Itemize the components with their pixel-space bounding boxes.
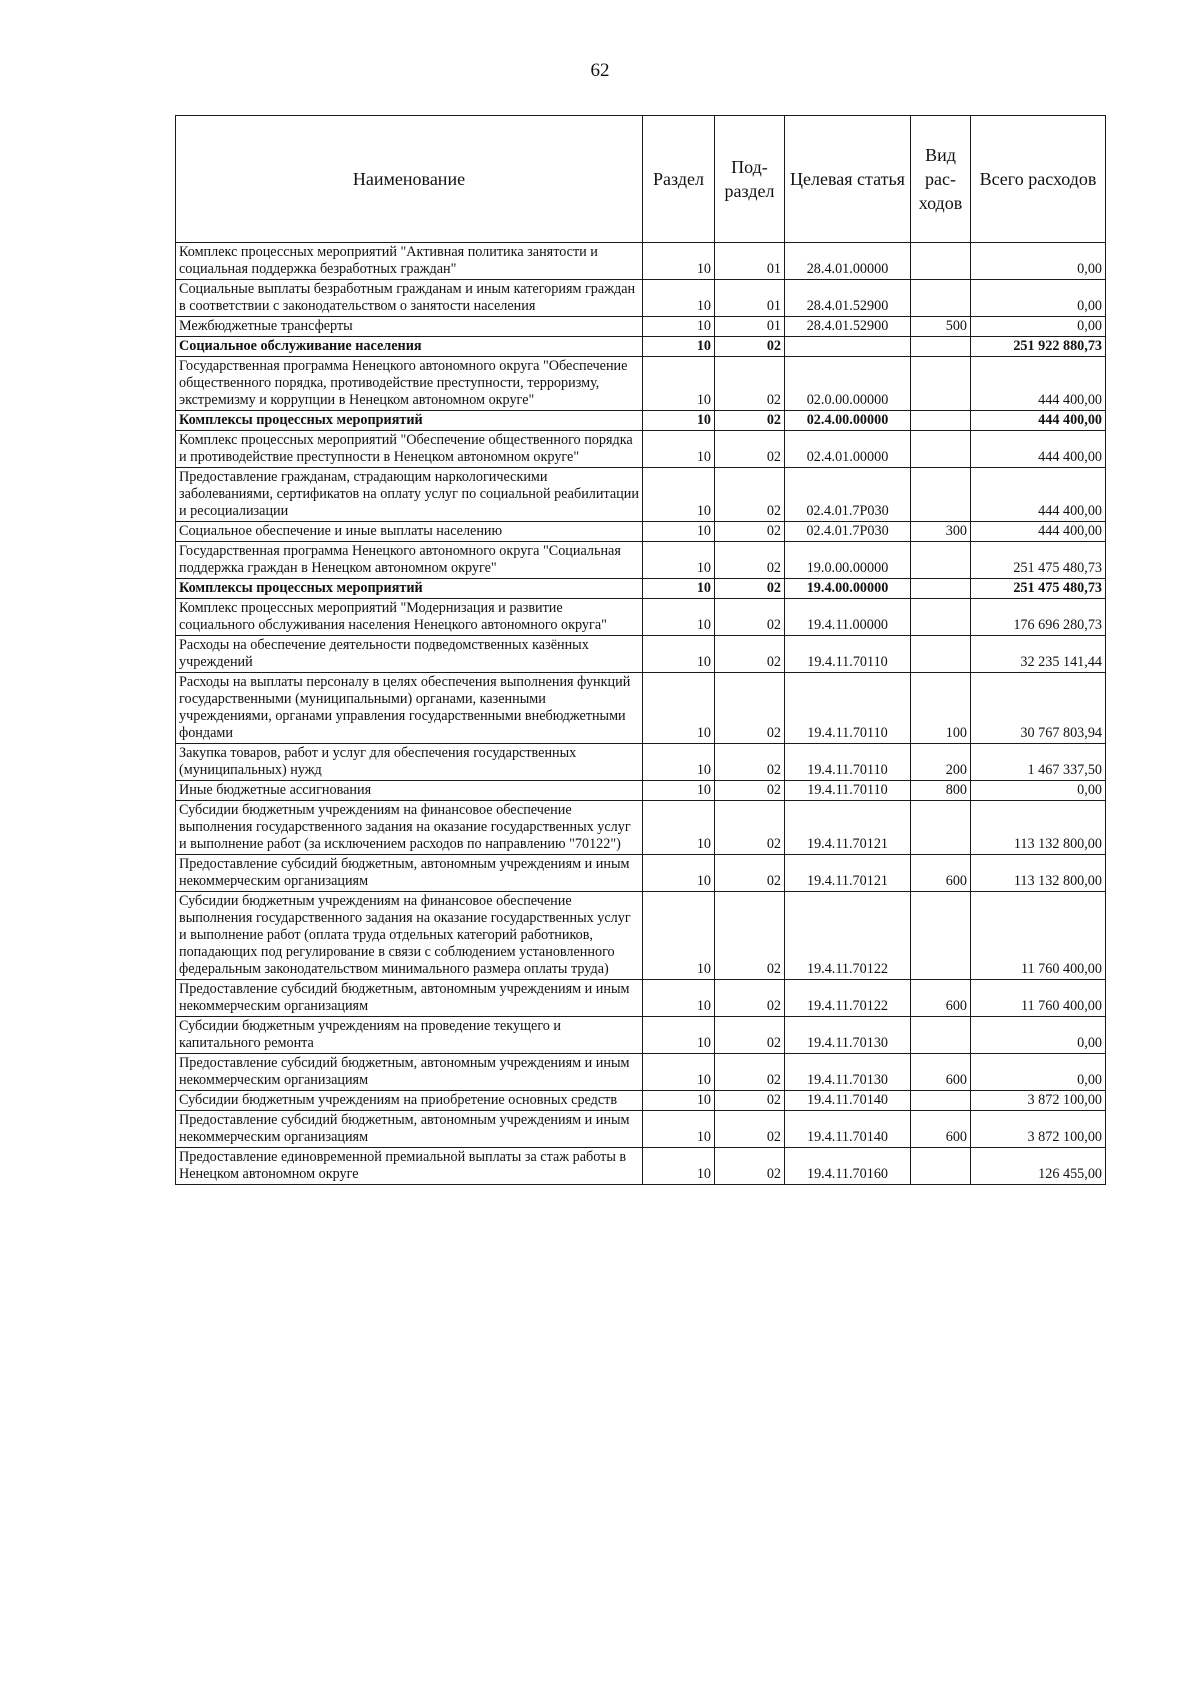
cell-expense-type: [911, 1148, 971, 1185]
cell-total: 30 767 803,94: [971, 673, 1106, 744]
cell-name: Комплекс процессных мероприятий "Модернизация и развитие социального обслуживания населения Ненецкого автономного округа": [176, 599, 643, 636]
cell-section: 10: [643, 636, 715, 673]
cell-expense-type: 300: [911, 522, 971, 542]
cell-target-article: 19.4.11.00000: [785, 599, 911, 636]
cell-expense-type: [911, 337, 971, 357]
cell-name: Предоставление гражданам, страдающим наркологическими заболеваниями, сертификатов на оплату услуг по социальной реабилитации и ресоциализации: [176, 468, 643, 522]
cell-section: 10: [643, 781, 715, 801]
cell-name: Предоставление субсидий бюджетным, автономным учреждениям и иным некоммерческим организациям: [176, 1111, 643, 1148]
cell-section: 10: [643, 855, 715, 892]
cell-subsection: 01: [715, 280, 785, 317]
cell-section: 10: [643, 1054, 715, 1091]
cell-total: 113 132 800,00: [971, 855, 1106, 892]
cell-subsection: 02: [715, 431, 785, 468]
cell-target-article: 02.4.01.7Р030: [785, 468, 911, 522]
cell-total: 444 400,00: [971, 431, 1106, 468]
cell-target-article: 19.0.00.00000: [785, 542, 911, 579]
cell-total: 251 475 480,73: [971, 579, 1106, 599]
cell-section: 10: [643, 673, 715, 744]
table-row: [176, 522, 1106, 542]
cell-target-article: 19.4.00.00000: [785, 579, 911, 599]
table-row: [176, 980, 1106, 1017]
cell-name: Субсидии бюджетным учреждениям на приобретение основных средств: [176, 1091, 643, 1111]
table-row: [176, 243, 1106, 280]
cell-name: Предоставление субсидий бюджетным, автономным учреждениям и иным некоммерческим организациям: [176, 855, 643, 892]
cell-section: 10: [643, 542, 715, 579]
header-subsection: Под-раздел: [715, 116, 785, 243]
table-row: [176, 1017, 1106, 1054]
cell-total: 126 455,00: [971, 1148, 1106, 1185]
table-row: [176, 317, 1106, 337]
cell-total: 0,00: [971, 1017, 1106, 1054]
cell-section: 10: [643, 337, 715, 357]
cell-expense-type: [911, 243, 971, 280]
cell-name: Иные бюджетные ассигнования: [176, 781, 643, 801]
cell-expense-type: 600: [911, 1054, 971, 1091]
cell-total: 11 760 400,00: [971, 892, 1106, 980]
cell-target-article: 02.4.01.7Р030: [785, 522, 911, 542]
table-row: [176, 855, 1106, 892]
table-row: [176, 280, 1106, 317]
cell-name: Субсидии бюджетным учреждениям на финансовое обеспечение выполнения государственного задания на оказание государственных услуг и выполнение работ (оплата труда отдельных категорий работников, попадающих под регулирование в связи с соблюдением установленного федеральным законодательством минимального размера оплаты труда): [176, 892, 643, 980]
table-row: [176, 781, 1106, 801]
cell-target-article: [785, 337, 911, 357]
cell-section: 10: [643, 1091, 715, 1111]
cell-section: 10: [643, 980, 715, 1017]
cell-target-article: 19.4.11.70121: [785, 855, 911, 892]
table-row: [176, 599, 1106, 636]
cell-target-article: 19.4.11.70110: [785, 744, 911, 781]
cell-subsection: 02: [715, 1054, 785, 1091]
table-row: [176, 337, 1106, 357]
table-row: [176, 357, 1106, 411]
cell-section: 10: [643, 522, 715, 542]
cell-subsection: 02: [715, 337, 785, 357]
cell-expense-type: [911, 468, 971, 522]
table-header-row: [176, 116, 1106, 243]
cell-expense-type: [911, 599, 971, 636]
cell-total: 3 872 100,00: [971, 1111, 1106, 1148]
cell-name: Межбюджетные трансферты: [176, 317, 643, 337]
cell-expense-type: 200: [911, 744, 971, 781]
cell-subsection: 01: [715, 243, 785, 280]
cell-subsection: 02: [715, 579, 785, 599]
cell-name: Закупка товаров, работ и услуг для обеспечения государственных (муниципальных) нужд: [176, 744, 643, 781]
cell-target-article: 19.4.11.70140: [785, 1091, 911, 1111]
cell-total: 444 400,00: [971, 522, 1106, 542]
cell-total: 32 235 141,44: [971, 636, 1106, 673]
cell-total: 0,00: [971, 1054, 1106, 1091]
table-row: [176, 1148, 1106, 1185]
cell-total: 11 760 400,00: [971, 980, 1106, 1017]
cell-target-article: 19.4.11.70122: [785, 980, 911, 1017]
cell-name: Социальное обслуживание населения: [176, 337, 643, 357]
cell-section: 10: [643, 801, 715, 855]
table-row: [176, 579, 1106, 599]
cell-section: 10: [643, 1111, 715, 1148]
cell-expense-type: [911, 357, 971, 411]
cell-total: 0,00: [971, 317, 1106, 337]
table-row: [176, 468, 1106, 522]
cell-subsection: 01: [715, 317, 785, 337]
cell-section: 10: [643, 1017, 715, 1054]
table-row: [176, 1111, 1106, 1148]
header-target-article: Целевая статья: [785, 116, 911, 243]
cell-total: 176 696 280,73: [971, 599, 1106, 636]
cell-expense-type: [911, 892, 971, 980]
cell-target-article: 19.4.11.70140: [785, 1111, 911, 1148]
cell-target-article: 19.4.11.70110: [785, 636, 911, 673]
cell-name: Расходы на обеспечение деятельности подведомственных казённых учреждений: [176, 636, 643, 673]
page-number: 62: [590, 60, 610, 81]
cell-target-article: 02.4.00.00000: [785, 411, 911, 431]
table-row: [176, 411, 1106, 431]
cell-expense-type: [911, 411, 971, 431]
cell-total: 251 475 480,73: [971, 542, 1106, 579]
table-row: [176, 673, 1106, 744]
cell-section: 10: [643, 280, 715, 317]
table-row: [176, 542, 1106, 579]
header-expense-type: Вид рас-ходов: [911, 116, 971, 243]
table-row: [176, 744, 1106, 781]
cell-target-article: 19.4.11.70121: [785, 801, 911, 855]
cell-name: Комплекс процессных мероприятий "Активная политика занятости и социальная поддержка безработных граждан": [176, 243, 643, 280]
cell-expense-type: [911, 801, 971, 855]
cell-target-article: 19.4.11.70130: [785, 1054, 911, 1091]
cell-total: 0,00: [971, 781, 1106, 801]
table-row: [176, 1091, 1106, 1111]
cell-subsection: 02: [715, 855, 785, 892]
cell-section: 10: [643, 1148, 715, 1185]
cell-total: 444 400,00: [971, 411, 1106, 431]
cell-subsection: 02: [715, 892, 785, 980]
cell-total: 1 467 337,50: [971, 744, 1106, 781]
cell-name: Предоставление субсидий бюджетным, автономным учреждениям и иным некоммерческим организациям: [176, 1054, 643, 1091]
table-row: [176, 431, 1106, 468]
cell-subsection: 02: [715, 522, 785, 542]
table-row: [176, 801, 1106, 855]
cell-name: Субсидии бюджетным учреждениям на проведение текущего и капитального ремонта: [176, 1017, 643, 1054]
cell-name: Социальные выплаты безработным гражданам и иным категориям граждан в соответствии с законодательством о занятости населения: [176, 280, 643, 317]
cell-subsection: 02: [715, 411, 785, 431]
cell-target-article: 19.4.11.70160: [785, 1148, 911, 1185]
cell-subsection: 02: [715, 542, 785, 579]
cell-expense-type: [911, 1017, 971, 1054]
cell-section: 10: [643, 468, 715, 522]
cell-expense-type: [911, 280, 971, 317]
cell-subsection: 02: [715, 468, 785, 522]
cell-name: Субсидии бюджетным учреждениям на финансовое обеспечение выполнения государственного задания на оказание государственных услуг и выполнение работ (за исключением расходов по направлению "70122"): [176, 801, 643, 855]
cell-target-article: 19.4.11.70110: [785, 673, 911, 744]
cell-name: Государственная программа Ненецкого автономного округа "Социальная поддержка граждан в Ненецком автономном округе": [176, 542, 643, 579]
cell-section: 10: [643, 431, 715, 468]
cell-expense-type: 100: [911, 673, 971, 744]
header-total: Всего расходов: [971, 116, 1106, 243]
cell-target-article: 19.4.11.70110: [785, 781, 911, 801]
cell-total: 444 400,00: [971, 468, 1106, 522]
cell-name: Предоставление субсидий бюджетным, автономным учреждениям и иным некоммерческим организациям: [176, 980, 643, 1017]
cell-section: 10: [643, 317, 715, 337]
header-name: Наименование: [176, 116, 643, 243]
cell-subsection: 02: [715, 1091, 785, 1111]
cell-name: Предоставление единовременной премиальной выплаты за стаж работы в Ненецком автономном округе: [176, 1148, 643, 1185]
cell-target-article: 28.4.01.52900: [785, 317, 911, 337]
cell-subsection: 02: [715, 357, 785, 411]
cell-target-article: 19.4.11.70130: [785, 1017, 911, 1054]
cell-subsection: 02: [715, 599, 785, 636]
cell-subsection: 02: [715, 636, 785, 673]
cell-total: 0,00: [971, 280, 1106, 317]
cell-subsection: 02: [715, 781, 785, 801]
cell-subsection: 02: [715, 744, 785, 781]
cell-section: 10: [643, 357, 715, 411]
cell-name: Комплекс процессных мероприятий "Обеспечение общественного порядка и противодействие преступности в Ненецком автономном округе": [176, 431, 643, 468]
cell-section: 10: [643, 892, 715, 980]
cell-expense-type: 500: [911, 317, 971, 337]
cell-target-article: 19.4.11.70122: [785, 892, 911, 980]
cell-expense-type: [911, 636, 971, 673]
cell-total: 444 400,00: [971, 357, 1106, 411]
cell-subsection: 02: [715, 1111, 785, 1148]
table-body: [176, 243, 1106, 1185]
table-row: [176, 636, 1106, 673]
cell-name: Комплексы процессных мероприятий: [176, 411, 643, 431]
cell-subsection: 02: [715, 801, 785, 855]
cell-subsection: 02: [715, 980, 785, 1017]
cell-section: 10: [643, 579, 715, 599]
table-row: [176, 1054, 1106, 1091]
cell-expense-type: 600: [911, 1111, 971, 1148]
cell-name: Социальное обеспечение и иные выплаты населению: [176, 522, 643, 542]
cell-expense-type: 800: [911, 781, 971, 801]
cell-expense-type: [911, 1091, 971, 1111]
cell-subsection: 02: [715, 1017, 785, 1054]
cell-expense-type: [911, 579, 971, 599]
cell-target-article: 02.4.01.00000: [785, 431, 911, 468]
table-row: [176, 892, 1106, 980]
cell-target-article: 28.4.01.52900: [785, 280, 911, 317]
cell-subsection: 02: [715, 673, 785, 744]
cell-name: Комплексы процессных мероприятий: [176, 579, 643, 599]
cell-subsection: 02: [715, 1148, 785, 1185]
cell-expense-type: 600: [911, 980, 971, 1017]
cell-expense-type: [911, 542, 971, 579]
cell-total: 3 872 100,00: [971, 1091, 1106, 1111]
cell-name: Государственная программа Ненецкого автономного округа "Обеспечение общественного порядка, противодействие преступности, терроризму, экстремизму и коррупции в Ненецком автономном округе": [176, 357, 643, 411]
cell-section: 10: [643, 243, 715, 280]
cell-target-article: 28.4.01.00000: [785, 243, 911, 280]
cell-section: 10: [643, 744, 715, 781]
budget-expenditure-table: [175, 115, 1106, 1185]
cell-total: 0,00: [971, 243, 1106, 280]
cell-expense-type: 600: [911, 855, 971, 892]
cell-name: Расходы на выплаты персоналу в целях обеспечения выполнения функций государственными (муниципальными) органами, казенными учреждениями, органами управления государственными внебюджетными фондами: [176, 673, 643, 744]
cell-expense-type: [911, 431, 971, 468]
header-section: Раздел: [643, 116, 715, 243]
cell-total: 113 132 800,00: [971, 801, 1106, 855]
cell-total: 251 922 880,73: [971, 337, 1106, 357]
cell-section: 10: [643, 599, 715, 636]
cell-target-article: 02.0.00.00000: [785, 357, 911, 411]
cell-section: 10: [643, 411, 715, 431]
